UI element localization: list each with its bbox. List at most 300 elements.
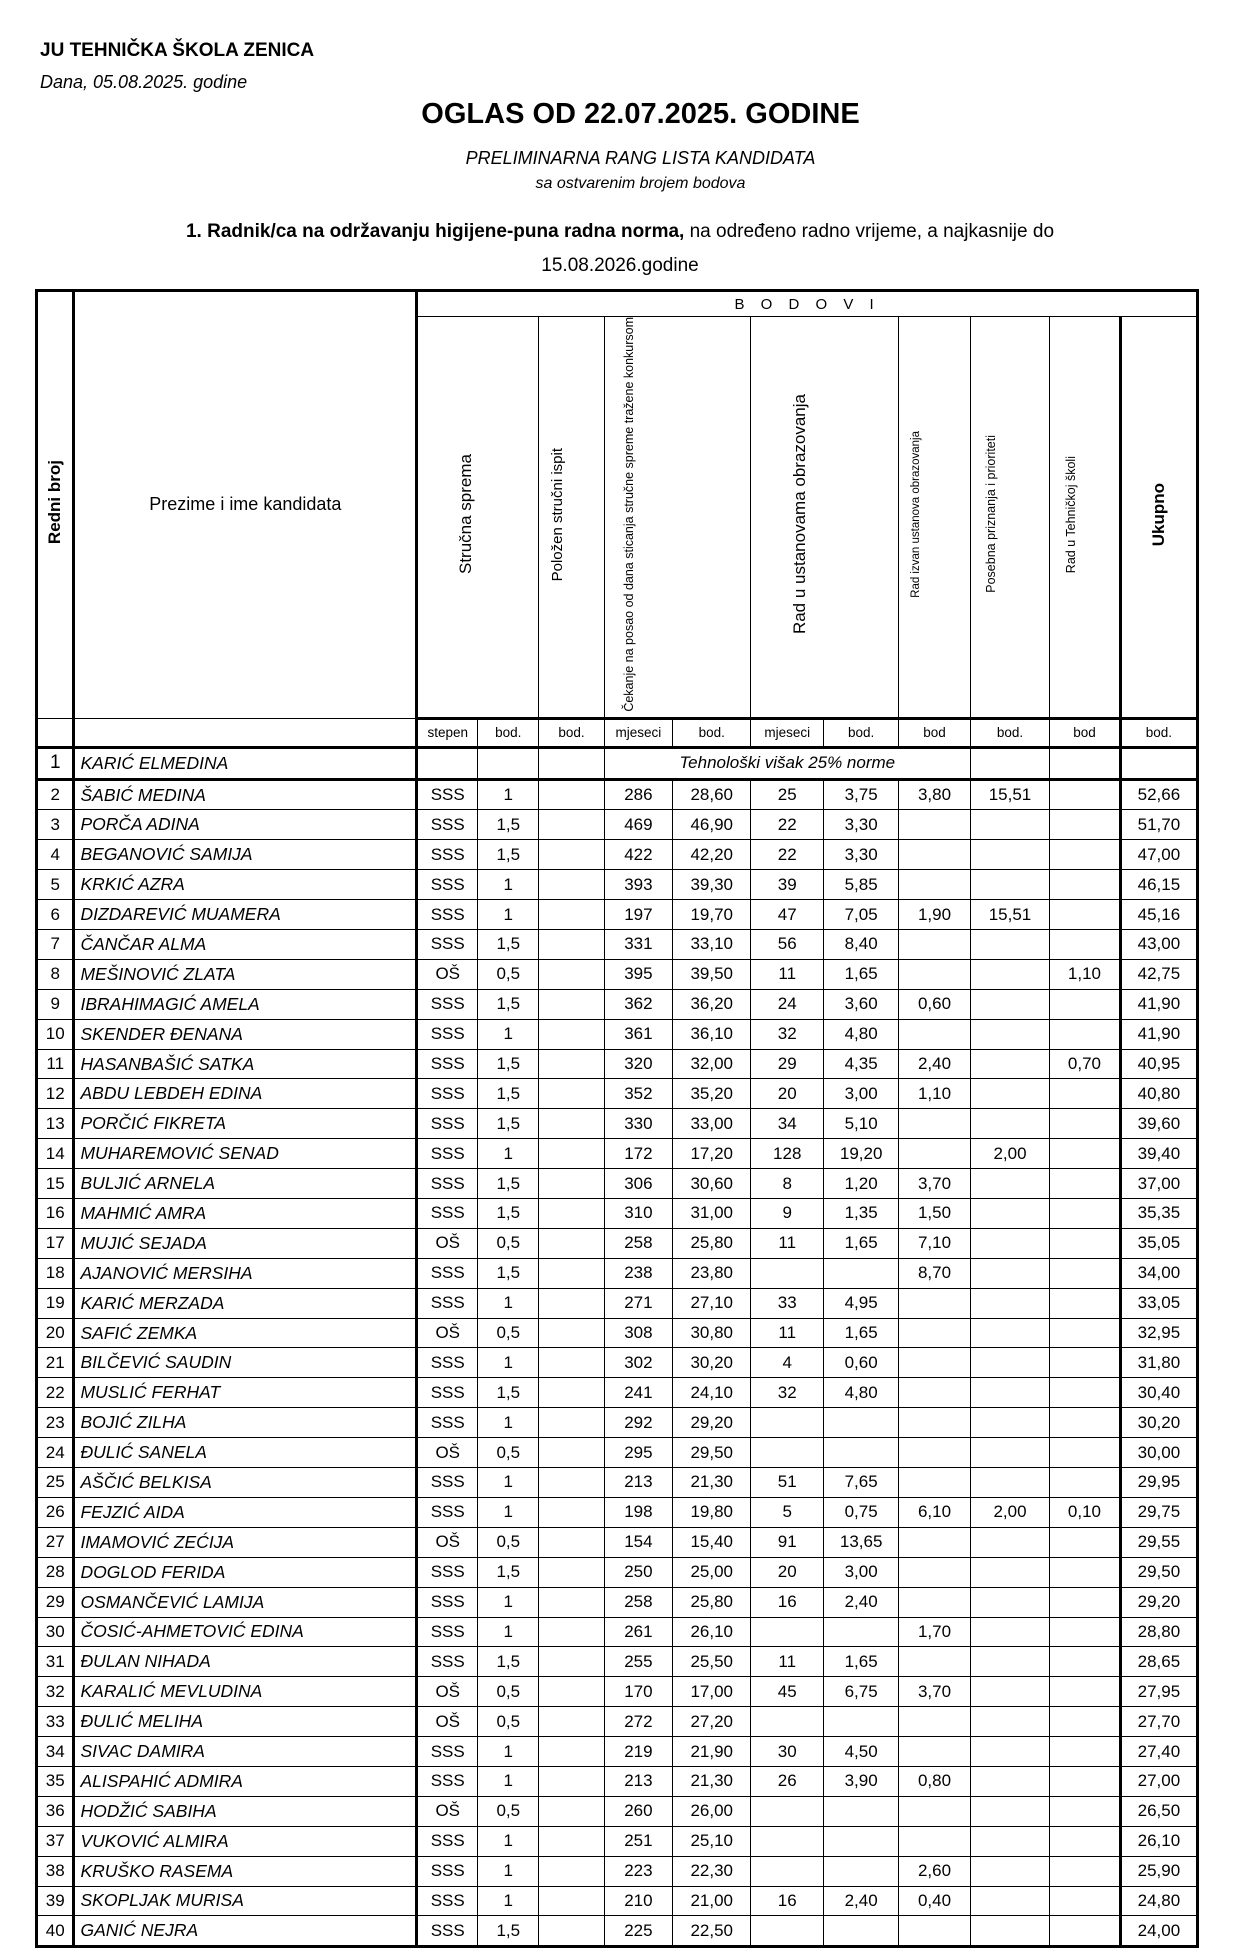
unit-cell: bod. xyxy=(824,718,899,747)
rad-bod-cell: 3,75 xyxy=(824,779,899,810)
table-row xyxy=(37,1199,1198,1229)
candidate-name-cell: GANIĆ NEJRA xyxy=(74,1916,417,1947)
cekanje-bod-cell: 32,00 xyxy=(673,1049,751,1079)
table-row xyxy=(37,779,1198,810)
unit-cell: bod. xyxy=(478,718,539,747)
ispit-bod-cell xyxy=(539,1647,604,1677)
cekanje-bod-cell: 26,00 xyxy=(673,1796,751,1826)
tehnicka-cell: 0,70 xyxy=(1050,1049,1121,1079)
cekanje-mjeseci-cell: 250 xyxy=(604,1557,673,1587)
posebna-cell xyxy=(970,1378,1049,1408)
sprema-bod-cell: 1,5 xyxy=(478,1169,539,1199)
rad-bod-cell: 0,60 xyxy=(824,1348,899,1378)
sprema-bod-cell: 1 xyxy=(478,1737,539,1767)
unit-cell: mjeseci xyxy=(604,718,673,747)
sprema-bod-cell: 1 xyxy=(478,1826,539,1856)
rad-bod-cell: 4,80 xyxy=(824,1378,899,1408)
posebna-cell xyxy=(970,1288,1049,1318)
candidate-name-cell: KARIĆ MERZADA xyxy=(74,1288,417,1318)
posebna-cell xyxy=(970,1707,1049,1737)
rank-cell: 12 xyxy=(37,1079,74,1109)
table-row-first xyxy=(37,747,1198,779)
sprema-bod-cell: 0,5 xyxy=(478,959,539,989)
cekanje-bod-cell: 27,10 xyxy=(673,1288,751,1318)
rad-bod-cell: 3,30 xyxy=(824,840,899,870)
cekanje-mjeseci-cell: 260 xyxy=(604,1796,673,1826)
posebna-cell xyxy=(970,1468,1049,1498)
rad-izvan-cell xyxy=(899,1587,971,1617)
cekanje-mjeseci-cell: 225 xyxy=(604,1916,673,1947)
tehnicka-cell xyxy=(1050,989,1121,1019)
stepen-cell: SSS xyxy=(417,1109,478,1139)
rad-mjeseci-cell: 25 xyxy=(751,779,824,810)
rad-bod-cell: 13,65 xyxy=(824,1527,899,1557)
cekanje-mjeseci-cell: 469 xyxy=(604,810,673,840)
tehnicka-cell xyxy=(1050,1199,1121,1229)
table-row xyxy=(37,1438,1198,1468)
candidate-name-cell: IBRAHIMAGIĆ AMELA xyxy=(74,989,417,1019)
rad-bod-cell: 1,20 xyxy=(824,1169,899,1199)
table-row xyxy=(37,840,1198,870)
rank-cell: 4 xyxy=(37,840,74,870)
ispit-bod-cell xyxy=(539,900,604,930)
tehnicka-cell xyxy=(1050,870,1121,900)
ispit-bod-cell xyxy=(539,1796,604,1826)
rad-mjeseci-cell: 9 xyxy=(751,1199,824,1229)
table-row xyxy=(37,1049,1198,1079)
cekanje-bod-cell: 26,10 xyxy=(673,1617,751,1647)
posebna-cell xyxy=(970,1916,1049,1947)
cekanje-mjeseci-cell: 241 xyxy=(604,1378,673,1408)
table-row xyxy=(37,1408,1198,1438)
cekanje-bod-cell: 25,80 xyxy=(673,1228,751,1258)
posebna-cell xyxy=(970,1737,1049,1767)
candidate-name-cell: KARALIĆ MEVLUDINA xyxy=(74,1677,417,1707)
ukupno-cell: 26,10 xyxy=(1120,1826,1197,1856)
rad-bod-cell: 2,40 xyxy=(824,1886,899,1916)
empty-cell xyxy=(1120,747,1197,779)
candidate-name-cell: VUKOVIĆ ALMIRA xyxy=(74,1826,417,1856)
rad-bod-cell: 4,95 xyxy=(824,1288,899,1318)
tehnicka-cell xyxy=(1050,1677,1121,1707)
table-row xyxy=(37,1707,1198,1737)
cekanje-bod-cell: 15,40 xyxy=(673,1527,751,1557)
table-row xyxy=(37,1378,1198,1408)
table-row xyxy=(37,1737,1198,1767)
rad-mjeseci-cell: 16 xyxy=(751,1587,824,1617)
ispit-bod-cell xyxy=(539,840,604,870)
ukupno-cell: 52,66 xyxy=(1120,779,1197,810)
posebna-cell xyxy=(970,930,1049,960)
candidate-name-cell: AŠČIĆ BELKISA xyxy=(74,1468,417,1498)
rad-izvan-cell xyxy=(899,1408,971,1438)
cekanje-bod-cell: 25,80 xyxy=(673,1587,751,1617)
posebna-cell: 15,51 xyxy=(970,779,1049,810)
ukupno-cell: 47,00 xyxy=(1120,840,1197,870)
sprema-bod-cell: 1,5 xyxy=(478,810,539,840)
posebna-cell xyxy=(970,1228,1049,1258)
posebna-cell xyxy=(970,1647,1049,1677)
rank-cell: 26 xyxy=(37,1497,74,1527)
table-row xyxy=(37,1557,1198,1587)
rad-izvan-cell xyxy=(899,1557,971,1587)
stepen-cell: OŠ xyxy=(417,1228,478,1258)
ispit-bod-cell xyxy=(539,1109,604,1139)
cekanje-mjeseci-cell: 352 xyxy=(604,1079,673,1109)
stepen-cell: SSS xyxy=(417,1886,478,1916)
rad-izvan-cell xyxy=(899,810,971,840)
rad-mjeseci-cell: 56 xyxy=(751,930,824,960)
empty-cell xyxy=(417,747,478,779)
posebna-cell: 2,00 xyxy=(970,1139,1049,1169)
rad-izvan-cell: 0,80 xyxy=(899,1766,971,1796)
candidate-name-cell: IMAMOVIĆ ZEĆIJA xyxy=(74,1527,417,1557)
stepen-cell: SSS xyxy=(417,840,478,870)
tehnicka-cell xyxy=(1050,1109,1121,1139)
sprema-bod-cell: 0,5 xyxy=(478,1707,539,1737)
cekanje-mjeseci-cell: 223 xyxy=(604,1856,673,1886)
candidate-name-cell: SAFIĆ ZEMKA xyxy=(74,1318,417,1348)
stepen-cell: SSS xyxy=(417,1856,478,1886)
rank-cell: 33 xyxy=(37,1707,74,1737)
rad-bod-cell xyxy=(824,1916,899,1947)
cekanje-bod-cell: 30,20 xyxy=(673,1348,751,1378)
ispit-bod-cell xyxy=(539,1527,604,1557)
posebna-cell xyxy=(970,959,1049,989)
ukupno-cell: 29,75 xyxy=(1120,1497,1197,1527)
ukupno-cell: 27,00 xyxy=(1120,1766,1197,1796)
cekanje-mjeseci-cell: 258 xyxy=(604,1587,673,1617)
cekanje-bod-cell: 22,30 xyxy=(673,1856,751,1886)
rank-cell: 37 xyxy=(37,1826,74,1856)
rad-mjeseci-cell: 47 xyxy=(751,900,824,930)
table-row xyxy=(37,1139,1198,1169)
ispit-bod-cell xyxy=(539,1677,604,1707)
posebna-cell: 15,51 xyxy=(970,900,1049,930)
rad-bod-cell: 8,40 xyxy=(824,930,899,960)
stepen-cell: OŠ xyxy=(417,1527,478,1557)
ukupno-cell: 41,90 xyxy=(1120,1019,1197,1049)
rad-izvan-cell xyxy=(899,959,971,989)
cekanje-mjeseci-cell: 292 xyxy=(604,1408,673,1438)
stepen-cell: OŠ xyxy=(417,1677,478,1707)
rad-mjeseci-cell xyxy=(751,1258,824,1288)
position-deadline: 15.08.2026.godine xyxy=(541,255,699,276)
rad-mjeseci-cell: 51 xyxy=(751,1468,824,1498)
stepen-cell: SSS xyxy=(417,989,478,1019)
rad-mjeseci-cell xyxy=(751,1856,824,1886)
ukupno-cell: 27,95 xyxy=(1120,1677,1197,1707)
ispit-bod-cell xyxy=(539,1737,604,1767)
cekanje-mjeseci-cell: 331 xyxy=(604,930,673,960)
table-row xyxy=(37,1766,1198,1796)
cekanje-bod-cell: 23,80 xyxy=(673,1258,751,1288)
ukupno-cell: 35,05 xyxy=(1120,1228,1197,1258)
rank-cell: 30 xyxy=(37,1617,74,1647)
rad-mjeseci-cell: 11 xyxy=(751,959,824,989)
header-posebna-priznanja: Posebna priznanja i prioriteti xyxy=(970,317,1049,719)
cekanje-bod-cell: 29,50 xyxy=(673,1438,751,1468)
sprema-bod-cell: 1,5 xyxy=(478,989,539,1019)
ukupno-cell: 27,40 xyxy=(1120,1737,1197,1767)
tehnicka-cell xyxy=(1050,1408,1121,1438)
cekanje-bod-cell: 28,60 xyxy=(673,779,751,810)
cekanje-mjeseci-cell: 251 xyxy=(604,1826,673,1856)
cekanje-mjeseci-cell: 255 xyxy=(604,1647,673,1677)
rad-izvan-cell xyxy=(899,1916,971,1947)
sprema-bod-cell: 0,5 xyxy=(478,1527,539,1557)
ispit-bod-cell xyxy=(539,1886,604,1916)
table-row xyxy=(37,1288,1198,1318)
sprema-bod-cell: 1 xyxy=(478,1587,539,1617)
candidate-name-cell: PORČIĆ FIKRETA xyxy=(74,1109,417,1139)
cekanje-mjeseci-cell: 395 xyxy=(604,959,673,989)
ispit-bod-cell xyxy=(539,1228,604,1258)
rad-mjeseci-cell xyxy=(751,1796,824,1826)
rad-bod-cell: 5,85 xyxy=(824,870,899,900)
sprema-bod-cell: 1,5 xyxy=(478,1647,539,1677)
tehnicka-cell xyxy=(1050,1826,1121,1856)
sprema-bod-cell: 0,5 xyxy=(478,1318,539,1348)
posebna-cell xyxy=(970,1557,1049,1587)
rad-bod-cell xyxy=(824,1408,899,1438)
rad-izvan-cell: 6,10 xyxy=(899,1497,971,1527)
stepen-cell: SSS xyxy=(417,930,478,960)
tehnicka-cell xyxy=(1050,1139,1121,1169)
ukupno-cell: 25,90 xyxy=(1120,1856,1197,1886)
rad-izvan-cell: 1,90 xyxy=(899,900,971,930)
cekanje-bod-cell: 31,00 xyxy=(673,1199,751,1229)
table-row xyxy=(37,930,1198,960)
cekanje-bod-cell: 21,30 xyxy=(673,1766,751,1796)
ispit-bod-cell xyxy=(539,1199,604,1229)
cekanje-mjeseci-cell: 197 xyxy=(604,900,673,930)
rank-cell: 35 xyxy=(37,1766,74,1796)
candidate-name-cell: AJANOVIĆ MERSIHA xyxy=(74,1258,417,1288)
posebna-cell xyxy=(970,1677,1049,1707)
header-strucna-sprema: Stručna sprema xyxy=(417,317,539,719)
rad-izvan-cell xyxy=(899,1707,971,1737)
stepen-cell: SSS xyxy=(417,1766,478,1796)
rank-cell: 24 xyxy=(37,1438,74,1468)
rank-cell: 9 xyxy=(37,989,74,1019)
rad-bod-cell: 4,35 xyxy=(824,1049,899,1079)
posebna-cell xyxy=(970,1049,1049,1079)
stepen-cell: SSS xyxy=(417,1557,478,1587)
candidate-name-cell: DIZDAREVIĆ MUAMERA xyxy=(74,900,417,930)
unit-cell xyxy=(37,718,74,747)
posebna-cell xyxy=(970,1169,1049,1199)
stepen-cell: OŠ xyxy=(417,1318,478,1348)
table-row xyxy=(37,1468,1198,1498)
rad-izvan-cell xyxy=(899,1288,971,1318)
tehnicka-cell: 0,10 xyxy=(1050,1497,1121,1527)
sprema-bod-cell: 0,5 xyxy=(478,1438,539,1468)
tehnicka-cell xyxy=(1050,1378,1121,1408)
stepen-cell: SSS xyxy=(417,1169,478,1199)
candidate-name-cell: BOJIĆ ZILHA xyxy=(74,1408,417,1438)
rad-mjeseci-cell: 11 xyxy=(751,1228,824,1258)
candidate-name-cell: ĐULIĆ MELIHA xyxy=(74,1707,417,1737)
tehnicka-cell xyxy=(1050,1856,1121,1886)
rank-cell: 17 xyxy=(37,1228,74,1258)
rad-mjeseci-cell: 32 xyxy=(751,1019,824,1049)
cekanje-mjeseci-cell: 286 xyxy=(604,779,673,810)
tehnicka-cell xyxy=(1050,1617,1121,1647)
cekanje-mjeseci-cell: 393 xyxy=(604,870,673,900)
table-row xyxy=(37,1318,1198,1348)
rank-cell: 40 xyxy=(37,1916,74,1947)
table-row xyxy=(37,989,1198,1019)
tehnicka-cell xyxy=(1050,1796,1121,1826)
rank-cell: 15 xyxy=(37,1169,74,1199)
sprema-bod-cell: 1 xyxy=(478,1019,539,1049)
rad-bod-cell: 3,30 xyxy=(824,810,899,840)
rad-mjeseci-cell: 11 xyxy=(751,1318,824,1348)
ispit-bod-cell xyxy=(539,1438,604,1468)
rank-cell: 1 xyxy=(37,747,74,779)
candidate-name-cell: KRKIĆ AZRA xyxy=(74,870,417,900)
cekanje-mjeseci-cell: 238 xyxy=(604,1258,673,1288)
stepen-cell: SSS xyxy=(417,1617,478,1647)
rad-bod-cell: 2,40 xyxy=(824,1587,899,1617)
posebna-cell xyxy=(970,810,1049,840)
candidate-name-cell: ĐULAN NIHADA xyxy=(74,1647,417,1677)
tehnicka-cell xyxy=(1050,1527,1121,1557)
ukupno-cell: 39,60 xyxy=(1120,1109,1197,1139)
rank-cell: 7 xyxy=(37,930,74,960)
rank-cell: 39 xyxy=(37,1886,74,1916)
rad-bod-cell xyxy=(824,1438,899,1468)
ukupno-cell: 30,00 xyxy=(1120,1438,1197,1468)
candidate-name-cell: SKENDER ĐENANA xyxy=(74,1019,417,1049)
sprema-bod-cell: 1 xyxy=(478,1497,539,1527)
rad-izvan-cell xyxy=(899,1796,971,1826)
tehnicka-cell: 1,10 xyxy=(1050,959,1121,989)
table-row xyxy=(37,1169,1198,1199)
table-row xyxy=(37,1677,1198,1707)
posebna-cell xyxy=(970,870,1049,900)
rad-izvan-cell: 2,40 xyxy=(899,1049,971,1079)
page-title: OGLAS OD 22.07.2025. GODINE xyxy=(421,98,860,130)
posebna-cell xyxy=(970,989,1049,1019)
rad-mjeseci-cell: 22 xyxy=(751,840,824,870)
position-title: 1. Radnik/ca na održavanju higijene-puna radna norma, xyxy=(185,221,685,242)
ispit-bod-cell xyxy=(539,959,604,989)
header-rad-u-ustanovama: Rad u ustanovama obrazovanja xyxy=(751,317,899,719)
ukupno-cell: 40,95 xyxy=(1120,1049,1197,1079)
candidate-name-cell: PORČA ADINA xyxy=(74,810,417,840)
sprema-bod-cell: 0,5 xyxy=(478,1228,539,1258)
cekanje-mjeseci-cell: 308 xyxy=(604,1318,673,1348)
rank-cell: 11 xyxy=(37,1049,74,1079)
cekanje-bod-cell: 36,20 xyxy=(673,989,751,1019)
tehnicka-cell xyxy=(1050,1707,1121,1737)
table-row xyxy=(37,810,1198,840)
posebna-cell xyxy=(970,1079,1049,1109)
rad-bod-cell: 3,90 xyxy=(824,1766,899,1796)
candidate-name-cell: ABDU LEBDEH EDINA xyxy=(74,1079,417,1109)
rad-bod-cell: 1,65 xyxy=(824,1647,899,1677)
rank-cell: 13 xyxy=(37,1109,74,1139)
unit-cell: bod. xyxy=(1120,718,1197,747)
rank-cell: 22 xyxy=(37,1378,74,1408)
rad-mjeseci-cell xyxy=(751,1826,824,1856)
sprema-bod-cell: 1 xyxy=(478,1886,539,1916)
rad-mjeseci-cell: 45 xyxy=(751,1677,824,1707)
rad-bod-cell: 3,60 xyxy=(824,989,899,1019)
unit-cell: bod xyxy=(1050,718,1121,747)
rad-izvan-cell xyxy=(899,1139,971,1169)
rad-bod-cell: 1,65 xyxy=(824,1318,899,1348)
stepen-cell: OŠ xyxy=(417,1796,478,1826)
rad-mjeseci-cell: 34 xyxy=(751,1109,824,1139)
table-row xyxy=(37,1348,1198,1378)
ispit-bod-cell xyxy=(539,1348,604,1378)
tehnicka-cell xyxy=(1050,1288,1121,1318)
table-row xyxy=(37,1826,1198,1856)
rad-bod-cell: 1,65 xyxy=(824,959,899,989)
posebna-cell xyxy=(970,1109,1049,1139)
unit-cell: mjeseci xyxy=(751,718,824,747)
stepen-cell: SSS xyxy=(417,1826,478,1856)
cekanje-mjeseci-cell: 213 xyxy=(604,1766,673,1796)
rad-bod-cell: 7,05 xyxy=(824,900,899,930)
ispit-bod-cell xyxy=(539,1826,604,1856)
sprema-bod-cell: 1,5 xyxy=(478,930,539,960)
ispit-bod-cell xyxy=(539,810,604,840)
sprema-bod-cell: 1 xyxy=(478,779,539,810)
rad-mjeseci-cell xyxy=(751,1916,824,1947)
ispit-bod-cell xyxy=(539,1587,604,1617)
sprema-bod-cell: 1 xyxy=(478,900,539,930)
rad-izvan-cell: 1,10 xyxy=(899,1079,971,1109)
posebna-cell xyxy=(970,1617,1049,1647)
cekanje-mjeseci-cell: 261 xyxy=(604,1617,673,1647)
rad-izvan-cell: 3,70 xyxy=(899,1169,971,1199)
table-row xyxy=(37,959,1198,989)
ispit-bod-cell xyxy=(539,1378,604,1408)
rad-izvan-cell: 1,70 xyxy=(899,1617,971,1647)
table-row xyxy=(37,1886,1198,1916)
ukupno-cell: 34,00 xyxy=(1120,1258,1197,1288)
sprema-bod-cell: 0,5 xyxy=(478,1677,539,1707)
stepen-cell: OŠ xyxy=(417,1438,478,1468)
ispit-bod-cell xyxy=(539,1019,604,1049)
stepen-cell: SSS xyxy=(417,1288,478,1318)
candidate-name-cell: ČANČAR ALMA xyxy=(74,930,417,960)
ukupno-cell: 24,80 xyxy=(1120,1886,1197,1916)
ispit-bod-cell xyxy=(539,930,604,960)
table-row xyxy=(37,1258,1198,1288)
rank-cell: 20 xyxy=(37,1318,74,1348)
rank-cell: 2 xyxy=(37,779,74,810)
ukupno-cell: 42,75 xyxy=(1120,959,1197,989)
ukupno-cell: 29,20 xyxy=(1120,1587,1197,1617)
rad-mjeseci-cell: 24 xyxy=(751,989,824,1019)
ukupno-cell: 32,95 xyxy=(1120,1318,1197,1348)
rad-mjeseci-cell xyxy=(751,1438,824,1468)
tehnicka-cell xyxy=(1050,1468,1121,1498)
header-redni-broj: Redni broj xyxy=(37,291,74,719)
posebna-cell xyxy=(970,1796,1049,1826)
rad-bod-cell xyxy=(824,1826,899,1856)
candidate-name-cell: MUSLIĆ FERHAT xyxy=(74,1378,417,1408)
posebna-cell xyxy=(970,1318,1049,1348)
tehnicka-cell xyxy=(1050,1557,1121,1587)
rad-bod-cell: 3,00 xyxy=(824,1079,899,1109)
cekanje-mjeseci-cell: 302 xyxy=(604,1348,673,1378)
